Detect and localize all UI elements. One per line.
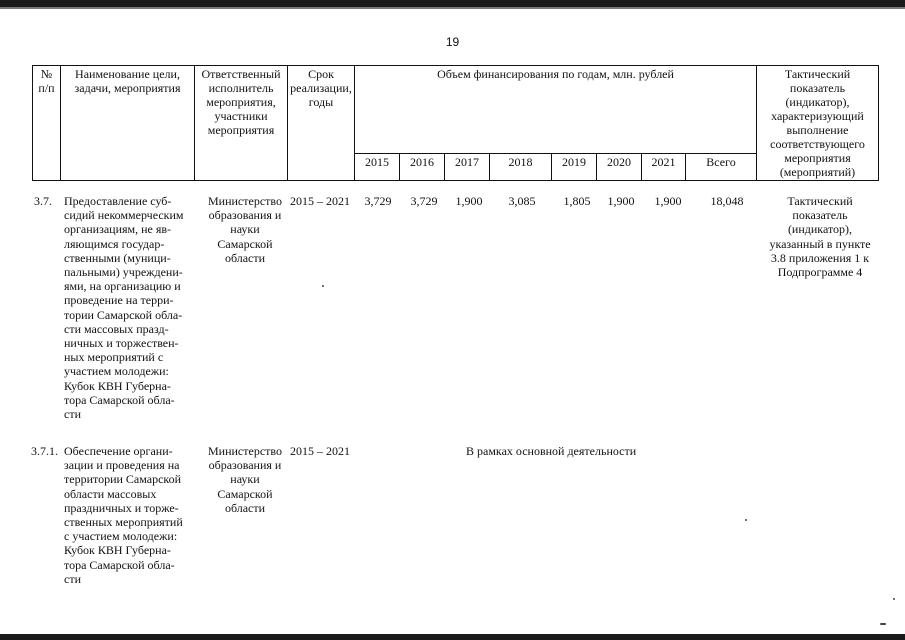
scan-top-shadow (0, 7, 905, 9)
value-2020: 1,900 (607, 194, 635, 208)
row-name (64, 444, 204, 586)
header-year-2018: 2018 (490, 154, 552, 181)
name-line: Предоставление суб- (64, 194, 172, 208)
value-2015: 3,729 (364, 194, 392, 208)
row-executor (197, 194, 293, 265)
header-col-executor: Ответственный исполнитель мероприятия, участники мероприятия (195, 66, 288, 181)
name-line: территории Самарской (64, 472, 182, 487)
name-line: Кубок КВН Губерна- (64, 378, 171, 393)
scan-speck (893, 598, 895, 600)
name-line: тора Самарской обла- (64, 557, 175, 572)
header-year-2016: 2016 (400, 154, 445, 181)
name-line: области массовых (64, 486, 157, 501)
name-line: ных мероприятий с (64, 350, 164, 365)
header-col-term: Срок реализации, годы (288, 66, 355, 181)
name-line: тора Самарской обла- (64, 392, 175, 407)
name-line: праздничных и торже- (64, 500, 179, 515)
name-line: сти (64, 571, 81, 586)
row-number: 3.7. (34, 194, 52, 208)
name-line: участием молодежи: (64, 364, 169, 379)
name-line: сти массовых празд- (64, 321, 169, 336)
header-year-2017: 2017 (445, 154, 490, 181)
name-line: Обеспечение органи- (64, 444, 173, 458)
scan-top-border (0, 0, 905, 7)
indicator-line: показатель (792, 208, 848, 223)
indicator-line: Тактический (787, 194, 853, 208)
scan-speck (880, 623, 886, 625)
executor-line: образования и (208, 458, 282, 473)
value-2017: 1,900 (455, 194, 483, 208)
header-col-indicator: Тактический показатель (индикатор), характеризующий выполнение соответствующего мероприятия (мероприятий) (757, 66, 879, 181)
header-year-2021: 2021 (642, 154, 686, 181)
executor-line: Министерство (208, 194, 282, 208)
executor-line: науки (230, 222, 260, 237)
executor-line: науки (230, 472, 260, 487)
name-line: Кубок КВН Губерна- (64, 543, 171, 558)
name-line: проведение на терри- (64, 293, 174, 308)
name-line: ями, на организацию и (64, 279, 181, 294)
scan-speck (745, 519, 747, 521)
name-line: зации и проведения на (64, 458, 180, 473)
value-2018: 3,085 (508, 194, 536, 208)
name-line: организациям, не яв- (64, 222, 172, 237)
value-2019: 1,805 (563, 194, 591, 208)
value-2016: 3,729 (410, 194, 438, 208)
name-line: ственных мероприятий (64, 515, 183, 530)
value-2021: 1,900 (654, 194, 682, 208)
row-executor (197, 444, 293, 515)
header-year-2015: 2015 (355, 154, 400, 181)
executor-line: области (224, 500, 266, 515)
indicator-line: Подпрограмме 4 (777, 265, 863, 280)
name-line: ственными (муници- (64, 250, 171, 265)
name-line: сидий некоммерческим (64, 208, 184, 223)
name-line: с участием молодежи: (64, 529, 178, 544)
executor-line: Министерство (208, 444, 282, 458)
header-col-num: № п/п (33, 66, 61, 181)
scan-bottom-border (0, 634, 905, 640)
header-table (32, 65, 879, 181)
indicator-line: 3.8 приложения 1 к (770, 250, 870, 265)
executor-line: образования и (208, 208, 282, 223)
header-year-2020: 2020 (597, 154, 642, 181)
indicator-line: указанный в пункте (769, 236, 871, 251)
row-number: 3.7.1. (31, 444, 58, 458)
header-col-name: Наименование цели, задачи, мероприятия (61, 66, 195, 181)
name-line: ничных и торжествен- (64, 336, 179, 351)
row-term: 2015 – 2021 (290, 194, 350, 208)
executor-line: области (224, 250, 266, 265)
indicator-line: (индикатор), (787, 222, 853, 237)
header-year-total: Всего (686, 154, 757, 181)
value-total: 18,048 (710, 194, 744, 208)
row-indicator (758, 194, 882, 279)
scan-speck (322, 285, 324, 287)
executor-line: Самарской (217, 236, 273, 251)
page-number: 19 (445, 35, 460, 49)
name-line: тории Самарской обла- (64, 307, 183, 322)
finance-note: В рамках основной деятельности (466, 444, 637, 458)
row-name (64, 194, 204, 421)
row-term: 2015 – 2021 (290, 444, 350, 458)
header-year-2019: 2019 (552, 154, 597, 181)
header-col-finance: Объем финансирования по годам, млн. рублей (355, 66, 757, 154)
executor-line: Самарской (217, 486, 273, 501)
name-line: ляющимся государ- (64, 236, 165, 251)
name-line: пальными) учреждени- (64, 265, 183, 280)
name-line: сти (64, 407, 81, 422)
